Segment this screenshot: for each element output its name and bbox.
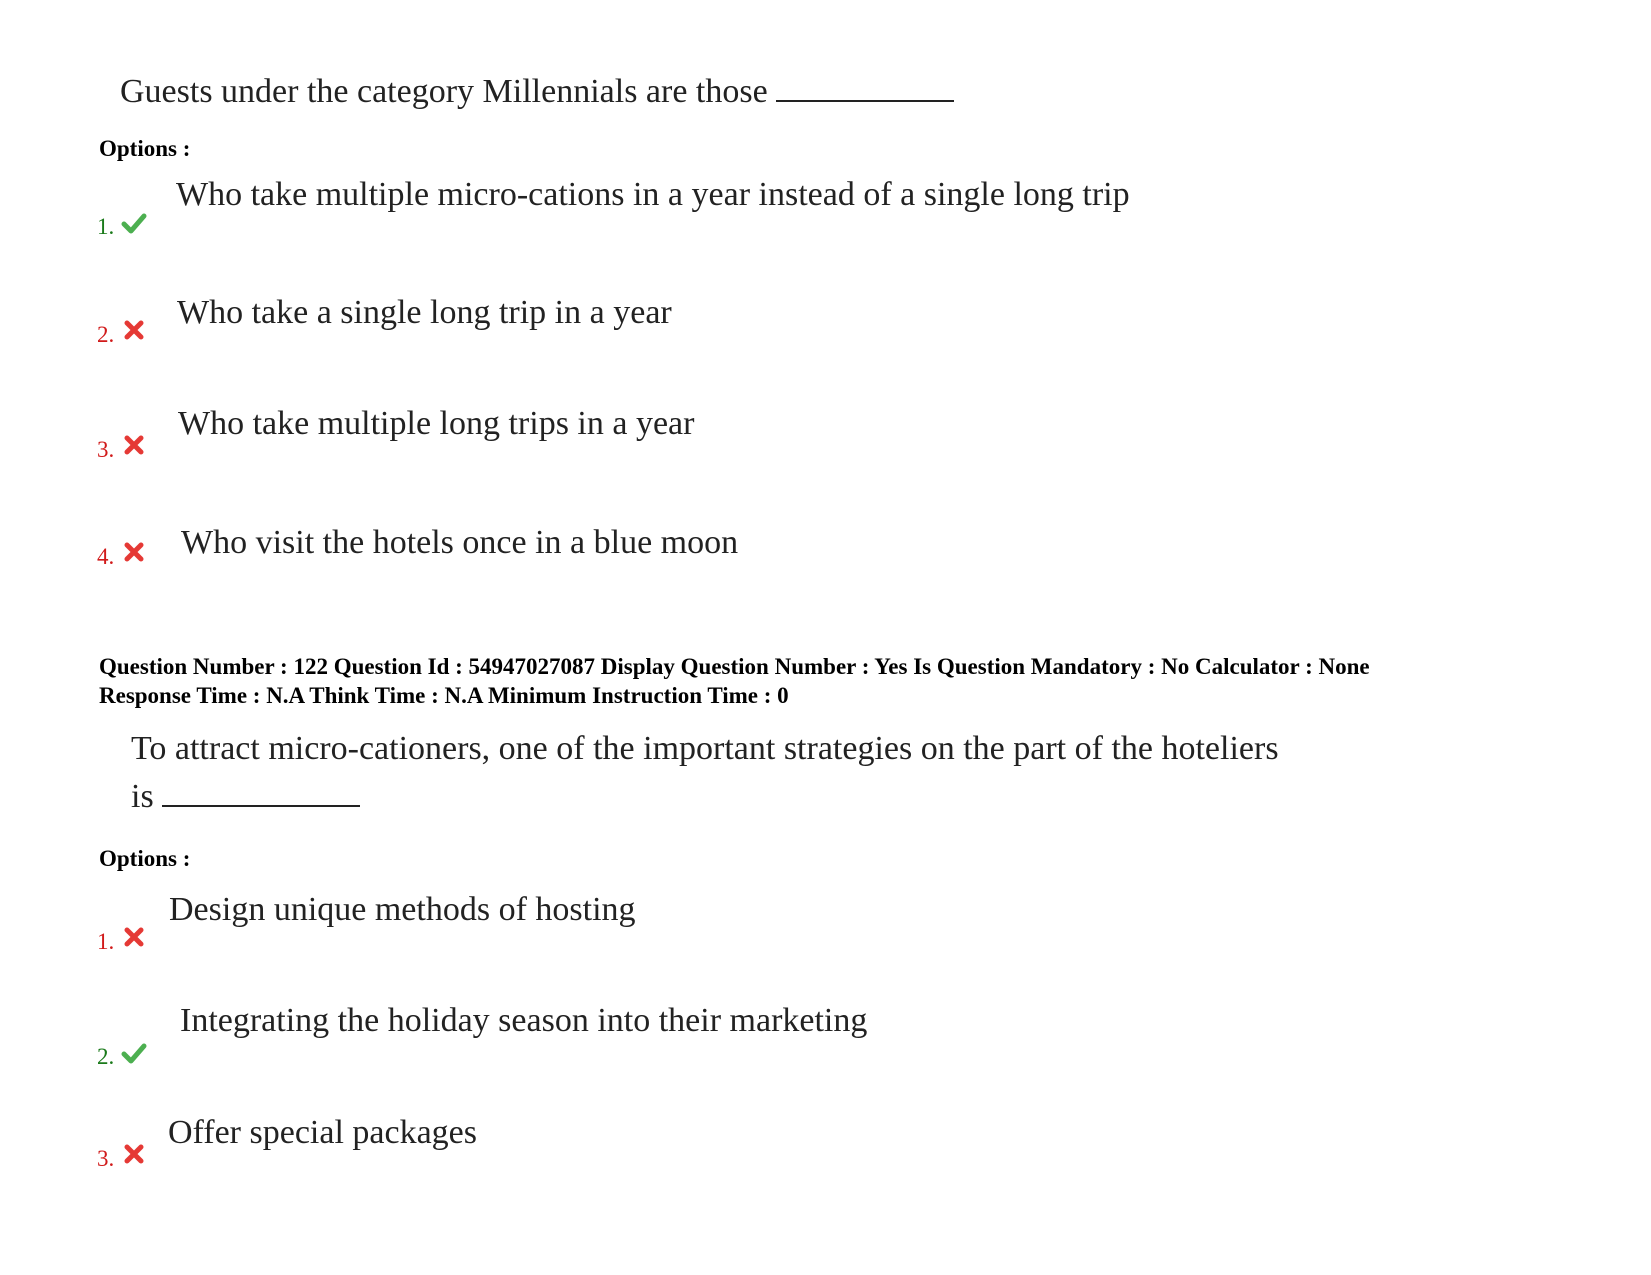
options-heading-1: Options : (99, 136, 191, 161)
q1-option-1-text: Who take multiple micro-cations in a year instead of a single long trip (176, 176, 1130, 213)
answer-blank (776, 70, 954, 102)
question-2-line-2 (131, 773, 360, 821)
q2-option-2-text: Integrating the holiday season into their marketing (180, 1002, 868, 1039)
cross-icon (121, 1141, 147, 1167)
check-icon (121, 1040, 147, 1066)
cross-icon (121, 539, 147, 565)
q1-option-4-number: 4. (97, 544, 115, 569)
question-1-stem: Guests under the category Millennials are those (120, 73, 768, 110)
q2-option-2-number: 2. (97, 1044, 115, 1069)
question-meta-line-2: Response Time : N.A Think Time : N.A Minimum Instruction Time : 0 (99, 683, 789, 708)
q1-option-3-text: Who take multiple long trips in a year (178, 405, 695, 442)
question-meta-line-1: Question Number : 122 Question Id : 54947027087 Display Question Number : Yes Is Question Mandatory : No Calculator : None (99, 654, 1370, 679)
question-2-line-1: To attract micro-cationers, one of the important strategies on the part of the hoteliers (131, 730, 1279, 767)
q2-option-1-number: 1. (97, 929, 115, 954)
cross-icon (121, 317, 147, 343)
q1-option-2-number: 2. (97, 322, 115, 347)
q2-option-3-number: 3. (97, 1146, 115, 1171)
q1-option-3-number: 3. (97, 437, 115, 462)
q1-option-1-number: 1. (97, 214, 115, 239)
q2-option-1-text: Design unique methods of hosting (169, 891, 636, 928)
question-2-stem-end: is (131, 778, 154, 815)
answer-blank (162, 775, 360, 807)
cross-icon (121, 432, 147, 458)
q2-option-3-text: Offer special packages (168, 1114, 477, 1151)
check-icon (121, 210, 147, 236)
options-heading-2: Options : (99, 846, 191, 871)
q1-option-4-text: Who visit the hotels once in a blue moon (181, 524, 739, 561)
cross-icon (121, 924, 147, 950)
q1-option-2-text: Who take a single long trip in a year (177, 294, 672, 331)
question-1-text (120, 68, 954, 116)
